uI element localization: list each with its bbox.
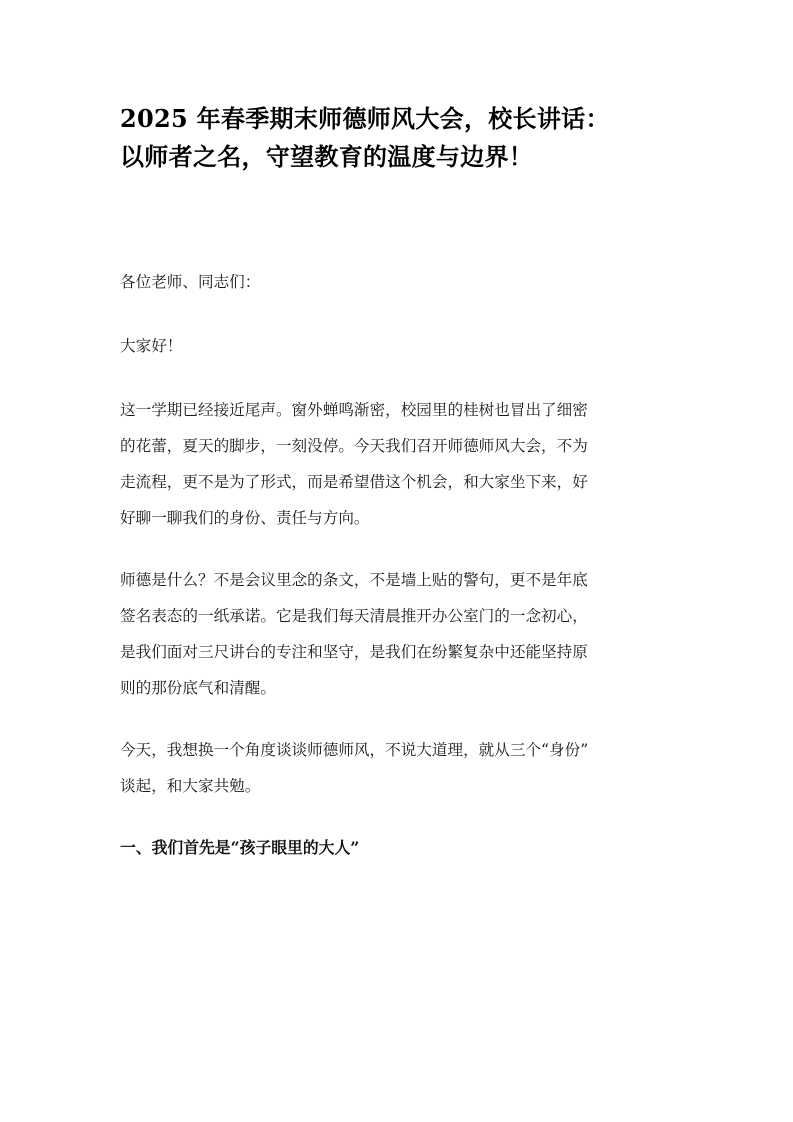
paragraph-line: 师德是什么？不是会议里念的条文，不是墙上贴的警句，更不是年底 — [120, 571, 588, 589]
document-body — [120, 264, 676, 866]
section-heading-1: 一、我们首先是“孩子眼里的大人” — [120, 838, 360, 857]
paragraph-line: 走流程，更不是为了形式，而是希望借这个机会，和大家坐下来，好 — [120, 473, 588, 491]
paragraph-line: 的花蕾，夏天的脚步，一刻没停。今天我们召开师德师风大会，不为 — [120, 437, 588, 455]
title-line-1: 2025 年春季期末师德师风大会，校长讲话： — [120, 104, 610, 133]
paragraph-3 — [120, 732, 676, 804]
salutation: 各位老师、同志们： — [120, 273, 261, 291]
paragraph-line: 谈起，和大家共勉。 — [120, 777, 261, 795]
title-line-2: 以师者之名，守望教育的温度与边界！ — [120, 142, 534, 171]
paragraph-line: 是我们面对三尺讲台的专注和坚守，是我们在纷繁复杂中还能坚持原 — [120, 643, 588, 661]
paragraph-line: 好聊一聊我们的身份、责任与方向。 — [120, 509, 370, 527]
greeting: 大家好！ — [120, 337, 183, 355]
paragraph-2 — [120, 562, 676, 706]
paragraph-line: 这一学期已经接近尾声。窗外蝉鸣渐密，校园里的桂树也冒出了细密 — [120, 401, 588, 419]
paragraph-line: 今天，我想换一个角度谈谈师德师风，不说大道理，就从三个“身份” — [120, 741, 589, 759]
paragraph-1 — [120, 392, 676, 536]
paragraph-line: 则的那份底气和清醒。 — [120, 679, 276, 697]
paragraph-line: 签名表态的一纸承诺。它是我们每天清晨推开办公室门的一念初心， — [120, 607, 588, 625]
document-title — [120, 100, 690, 176]
